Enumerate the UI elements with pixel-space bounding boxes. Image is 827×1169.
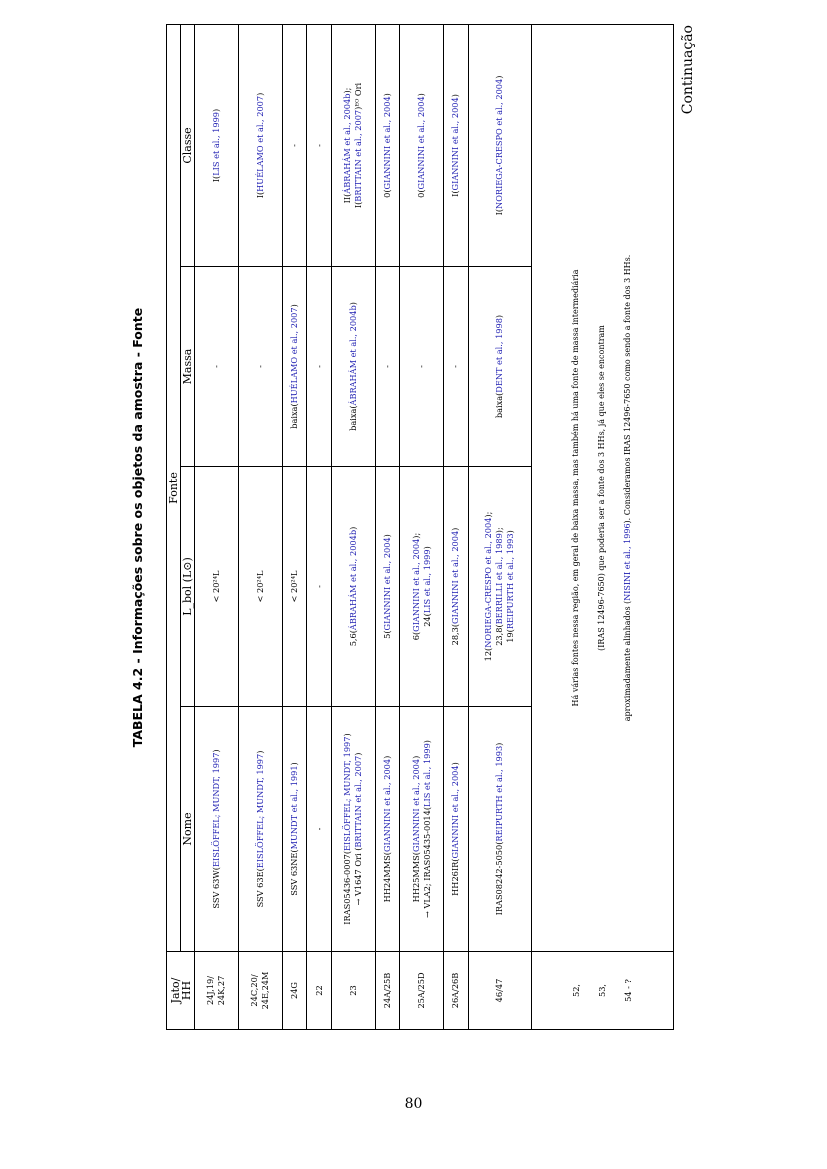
cell-text: baixa( (347, 405, 358, 431)
cell-line (589, 29, 615, 947)
cell-lbol (238, 467, 282, 707)
citation-link[interactable]: GIANNINI et al., 2004 (410, 758, 421, 853)
cell-line (289, 29, 300, 262)
cell-line (382, 711, 393, 947)
cell-line (342, 29, 353, 262)
hh-label: 52, (571, 983, 582, 998)
cell-hh (375, 952, 400, 1030)
cell-text: SSV 63NE( (289, 849, 299, 896)
cell-text-end: ) (353, 752, 364, 756)
cell-text: I( (254, 191, 265, 199)
cell-text: SSV 63W( (210, 867, 221, 909)
cell-massa (307, 267, 332, 467)
cell-massa (195, 267, 239, 467)
rotated-table-page (130, 25, 705, 1030)
cell-line (422, 711, 433, 947)
cell-text-end: ) (254, 750, 265, 754)
cell-text-end: ) (421, 739, 432, 744)
cell-text: 6( (410, 631, 421, 641)
table-row (468, 24, 531, 1029)
cell-line (450, 271, 461, 462)
cell-hh (444, 952, 469, 1030)
citation-link[interactable]: LIS et al., 1999 (421, 743, 432, 807)
cell-line (416, 29, 427, 262)
table-row (282, 24, 307, 1029)
cell-text: HH24MMS( (381, 852, 392, 903)
cell-text-end: ) (342, 733, 353, 737)
cell-nome (307, 707, 332, 952)
header-row-top (167, 24, 181, 1029)
citation-link[interactable]: REIPURTH et al., 1993 (494, 745, 505, 842)
cell-line (450, 29, 461, 262)
continuation-label: Continuação (680, 25, 696, 115)
cell-line (255, 471, 266, 702)
citation-link[interactable]: LIS et al., 1999 (210, 111, 221, 176)
cell-text-end: )ᴱᴼ Ori (353, 82, 364, 110)
header-hh: HH (179, 980, 193, 1001)
citation-link[interactable]: EISLÖFFEL; MUNDT, 1997 (342, 736, 353, 851)
cell-text: baixa( (494, 392, 505, 419)
hh-label: 24E,24M (260, 971, 271, 1010)
cell-line (382, 271, 393, 462)
header-classe: Classe (181, 24, 195, 266)
cell-text-end: ) (210, 108, 221, 112)
cell-line (211, 471, 222, 702)
cell-text: - (210, 365, 221, 368)
cell-text-end: ) (494, 742, 505, 746)
cell-text-end: ) (381, 93, 392, 97)
cell-nome (468, 707, 531, 952)
citation-link[interactable]: NORIEGA-CRESPO et al., 2004 (494, 78, 505, 209)
cell-line (342, 711, 353, 947)
cell-text: 24( (421, 613, 432, 627)
cell-text-end: ) (254, 92, 265, 96)
cell-lbol (375, 467, 400, 707)
cell-text-end: ) (505, 530, 516, 534)
cell-line (505, 471, 516, 702)
cell-line (353, 29, 364, 262)
citation-link[interactable]: GIANNINI et al., 2004 (410, 538, 421, 632)
citation-link[interactable]: GIANNINI et al., 2004 (450, 97, 461, 191)
cell-text: HH26IR( (450, 858, 461, 896)
cell-text-end: ) (421, 546, 432, 550)
cell-text-end: ) (289, 762, 299, 766)
cell-text-end: ); (410, 532, 421, 539)
cell-line (450, 471, 461, 702)
citation-link[interactable]: BRITTAIN et al., 2007 (353, 109, 364, 202)
citation-link[interactable]: EISLÖFFEL; MUNDT, 1997 (254, 753, 265, 869)
citation-link[interactable]: GIANNINI et al., 2004 (381, 96, 392, 190)
cell-text: IRAS08242-5050( (494, 841, 505, 916)
cell-line (255, 271, 266, 462)
cell-line (314, 711, 325, 947)
cell-nome (375, 707, 400, 952)
cell-line (255, 29, 266, 262)
cell-lbol (444, 467, 469, 707)
citation-link[interactable]: NORIEGA-CRESPO et al., 2004 (483, 517, 494, 648)
citation-link[interactable]: HUÉLAMO et al., 2007 (254, 95, 265, 192)
table-row (400, 24, 444, 1029)
cell-massa (400, 267, 444, 467)
cell-line (348, 471, 359, 702)
cell-line (494, 271, 505, 462)
cell-text: Há várias fontes nessa região, em geral de baixa massa, mas também há uma fonte de massa intermediária (571, 269, 581, 707)
cell-line (211, 29, 222, 262)
citation-link[interactable]: LIS et al., 1999 (421, 549, 432, 614)
cell-nome (444, 707, 469, 952)
cell-text: 5,6( (347, 630, 358, 647)
header-fonte: Fonte (167, 24, 181, 951)
cell-line (422, 471, 433, 702)
header-nome: Nome (181, 707, 195, 952)
cell-massa (331, 267, 375, 467)
cell-text: - (450, 365, 461, 368)
citation-link[interactable]: GIANNINI et al., 2004 (450, 530, 461, 624)
cell-hh (238, 952, 282, 1030)
cell-hh (195, 952, 239, 1030)
citation-link[interactable]: ÁBRAHÁM et al., 2004b (347, 305, 358, 406)
cell-line (494, 711, 505, 947)
cell-line (411, 711, 422, 947)
cell-line (382, 471, 393, 702)
cell-line (314, 29, 325, 262)
table-row (444, 24, 469, 1029)
cell-text: - (289, 144, 299, 147)
cell-lbol (307, 467, 332, 707)
cell-text: SSV 63E( (254, 868, 265, 908)
cell-text-end: ) (450, 527, 461, 531)
cell-massa (444, 267, 469, 467)
cell-text-end: ) (450, 762, 461, 766)
cell-text: (IRAS 12496-7650) que poderia ser a fonte dos 3 HHs, já que eles se encontram (597, 325, 607, 651)
cell-line (255, 711, 266, 947)
table-row (307, 24, 332, 1029)
hh-label: 46/47 (494, 978, 505, 1003)
cell-text-end: ). Consideramos IRAS 12496-7650 como sendo a fonte dos 3 HHs. (623, 254, 633, 524)
cell-lbol (331, 467, 375, 707)
header-massa: Massa (181, 267, 195, 467)
hh-label: 24A/25B (381, 972, 392, 1009)
cell-line (494, 29, 505, 262)
cell-text-end: ) (450, 94, 461, 98)
cell-text: 0( (416, 189, 427, 198)
cell-text-end: ) (210, 749, 221, 753)
citation-link[interactable]: DENT et al., 1998 (494, 318, 505, 393)
table-body (195, 24, 674, 1029)
cell-line (314, 271, 325, 462)
cell-line (211, 711, 222, 947)
cell-classe (444, 24, 469, 266)
cell-line (615, 29, 641, 947)
cell-hh (307, 952, 332, 1030)
cell-text: I( (494, 208, 505, 216)
cell-text: aproximadamente alinhados ( (623, 600, 633, 722)
cell-text: 23,8( (494, 624, 505, 646)
hh-label: 53, (597, 983, 608, 998)
cell-classe (307, 24, 332, 266)
cell-line (348, 271, 359, 462)
hh-label: 25A/25D (416, 972, 427, 1009)
hh-label: 24J,19/ (205, 976, 216, 1005)
cell-line (450, 711, 461, 947)
cell-line (563, 29, 589, 947)
cell-text: I( (353, 201, 364, 209)
citation-link[interactable]: ÁBRAHÁM et al., 2004b (347, 529, 358, 631)
cell-lbol (468, 467, 531, 707)
cell-text: - (313, 827, 324, 831)
cell-text-end: ); (342, 87, 353, 94)
cell-hh (531, 952, 673, 1030)
cell-text: baixa( (289, 403, 299, 429)
cell-lbol (195, 467, 239, 707)
citation-link[interactable]: NISINI et al., 1996 (623, 523, 633, 601)
cell-text-end: ); (483, 511, 494, 518)
cell-nome (331, 707, 375, 952)
citation-link[interactable]: GIANNINI et al., 2004 (416, 96, 427, 190)
cell-line (416, 271, 427, 462)
cell-text-end: ) (410, 755, 421, 759)
cell-text: I( (450, 190, 461, 197)
cell-nome (238, 707, 282, 952)
cell-text-end: ) (347, 302, 358, 306)
citation-link[interactable]: GIANNINI et al., 2004 (450, 765, 461, 859)
cell-text-end: ); (494, 527, 505, 534)
cell-text-end: ) (494, 314, 505, 319)
table-title: TABELA 4.2 - Informações sobre os objetos da amostra - Fonte (130, 307, 145, 748)
cell-nome (282, 707, 307, 952)
note-text (531, 24, 673, 951)
cell-text: - (313, 365, 324, 368)
cell-line (289, 271, 300, 462)
hh-label: 24G (289, 982, 299, 999)
cell-text-end: ) (289, 304, 299, 308)
cell-text: IRAS05436-0007( (342, 850, 353, 925)
cell-classe (195, 24, 239, 266)
cell-classe (400, 24, 444, 266)
cell-line (289, 471, 300, 702)
cell-text: 5( (381, 630, 392, 639)
table-row (195, 24, 239, 1029)
cell-line (411, 471, 422, 702)
cell-classe (238, 24, 282, 266)
hh-label: 54 - ? (623, 979, 634, 1002)
cell-classe (375, 24, 400, 266)
cell-text: 12( (483, 647, 494, 662)
cell-text: II( (342, 193, 353, 204)
cell-line (211, 271, 222, 462)
table-row (238, 24, 282, 1029)
cell-text-end: ) (347, 526, 358, 530)
cell-text: 28,3( (450, 623, 461, 646)
hh-label: 22 (313, 985, 324, 996)
citation-link[interactable]: BRITTAIN et al., 2007 (353, 755, 364, 848)
cell-massa (282, 267, 307, 467)
cell-text: < 20²⁴L (210, 570, 221, 603)
cell-nome (195, 707, 239, 952)
cell-text: - (313, 144, 324, 147)
cell-massa (468, 267, 531, 467)
cell-text: HH25MMS( (410, 852, 421, 903)
cell-text: - (416, 365, 427, 368)
cell-line (382, 29, 393, 262)
citation-link[interactable]: HUÉLAMO et al., 2007 (289, 307, 299, 404)
cell-text: 0( (381, 189, 392, 198)
cell-classe (331, 24, 375, 266)
citation-link[interactable]: EISLÖFFEL; MUNDT, 1997 (210, 752, 221, 867)
header-row-columns (181, 24, 195, 1029)
cell-text-end: ) (494, 75, 505, 79)
sources-table (166, 24, 674, 1030)
cell-line (353, 711, 364, 947)
cell-lbol (400, 467, 444, 707)
cell-text: < 20²⁴L (254, 570, 265, 603)
cell-massa (375, 267, 400, 467)
cell-line (494, 471, 505, 702)
citation-link[interactable]: MUNDT et al., 1991 (289, 765, 299, 850)
cell-text: → VLA2; IRAS05435-0014( (421, 806, 432, 919)
hh-label: 23 (347, 985, 358, 996)
table-row (375, 24, 400, 1029)
citation-link[interactable]: GIANNINI et al., 2004 (381, 537, 392, 631)
citation-link[interactable]: GIANNINI et al., 2004 (381, 758, 392, 853)
page-number: 80 (404, 1096, 423, 1112)
cell-text-end: ) (381, 755, 392, 759)
cell-text: - (381, 365, 392, 368)
cell-text-end: ) (416, 93, 427, 97)
cell-hh (282, 952, 307, 1030)
cell-text: → V1647 Ori ( (353, 847, 364, 906)
header-jato: Jato/ (168, 977, 182, 1004)
citation-link[interactable]: ÁBRAHÁM et al., 2004b (342, 93, 353, 194)
cell-line (483, 471, 494, 702)
header-jato-hh (167, 952, 195, 1030)
cell-line (314, 471, 325, 702)
cell-hh (400, 952, 444, 1030)
cell-hh (331, 952, 375, 1030)
citation-link[interactable]: BERRILLI et al., 1989 (494, 533, 505, 625)
cell-text: I( (210, 175, 221, 183)
table-row-note (531, 24, 673, 1029)
table-row (331, 24, 375, 1029)
hh-label: 24C,20/ (249, 974, 260, 1007)
cell-text: - (313, 585, 324, 588)
cell-hh (468, 952, 531, 1030)
cell-text: 19( (505, 629, 516, 643)
cell-lbol (282, 467, 307, 707)
cell-nome (400, 707, 444, 952)
cell-classe (282, 24, 307, 266)
cell-classe (468, 24, 531, 266)
cell-text: - (254, 365, 265, 368)
cell-massa (238, 267, 282, 467)
hh-label: 26A/26B (450, 972, 461, 1009)
cell-line (289, 711, 300, 947)
cell-text: < 20²⁴L (289, 570, 299, 603)
hh-label: 24K,27 (216, 975, 227, 1006)
citation-link[interactable]: REIPURTH et al., 1993 (505, 533, 516, 630)
cell-text-end: ) (381, 534, 392, 538)
header-lbol: L_bol (L⊙) (181, 467, 195, 707)
